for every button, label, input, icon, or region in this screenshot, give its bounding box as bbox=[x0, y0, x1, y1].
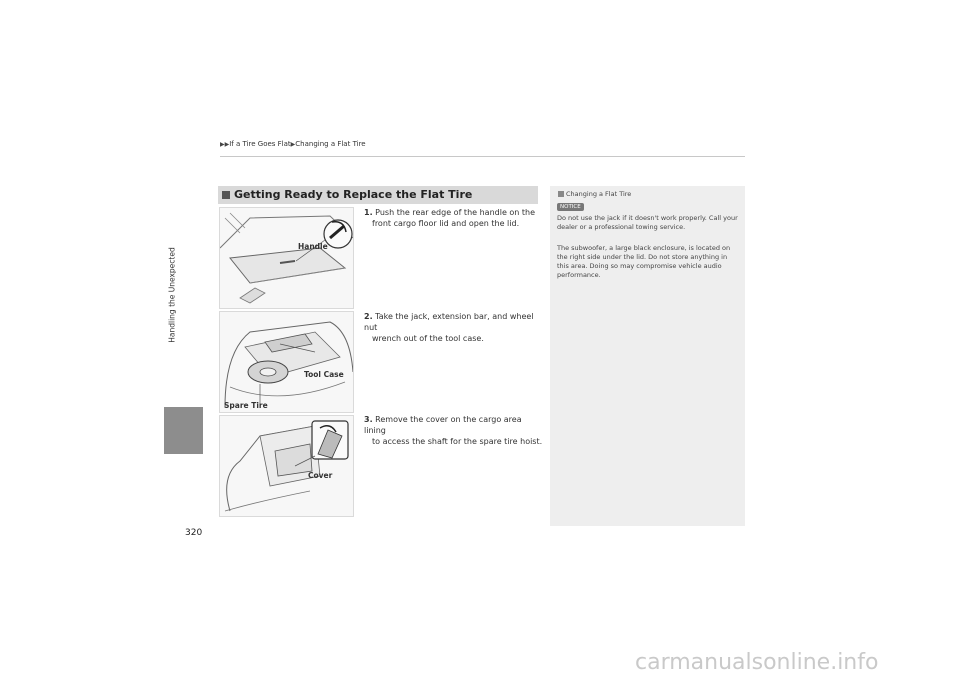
step-number: 1. bbox=[364, 208, 373, 217]
callout-handle: Handle bbox=[298, 242, 328, 251]
step-3 bbox=[364, 414, 544, 447]
breadcrumb bbox=[220, 140, 366, 148]
side-note-panel bbox=[550, 186, 745, 526]
callout-cover: Cover bbox=[308, 471, 333, 480]
figure-cargo-lid bbox=[219, 207, 354, 309]
note-title-text: Changing a Flat Tire bbox=[566, 190, 632, 198]
step-number: 3. bbox=[364, 415, 373, 424]
section-title-bar bbox=[218, 186, 538, 204]
section-title: Getting Ready to Replace the Flat Tire bbox=[234, 188, 473, 201]
callout-spare-tire: Spare Tire bbox=[224, 401, 268, 410]
note-paragraph-2: The subwoofer, a large black enclosure, is located on the right side under the lid. Do not store anything in this area. Doing so may compromise vehicle audio performance. bbox=[557, 244, 731, 279]
side-tab-marker bbox=[164, 407, 203, 454]
step-text-line2: front cargo floor lid and open the lid. bbox=[372, 219, 520, 228]
section-square-icon bbox=[222, 191, 230, 199]
side-tab-label: Handling the Unexpected bbox=[167, 247, 177, 343]
step-text-line1: Take the jack, extension bar, and wheel nut bbox=[364, 312, 534, 332]
tool-case-illustration bbox=[220, 312, 353, 412]
note-marker-icon bbox=[558, 191, 564, 197]
note-paragraph-1: Do not use the jack if it doesn't work properly. Call your dealer or a professional towing service. bbox=[557, 214, 738, 231]
callout-tool-case: Tool Case bbox=[304, 370, 344, 379]
figure-tool-case bbox=[219, 311, 354, 413]
step-text-line2: wrench out of the tool case. bbox=[372, 334, 484, 343]
notice-badge: NOTICE bbox=[557, 203, 584, 211]
note-title bbox=[558, 190, 631, 198]
step-text-line2: to access the shaft for the spare tire hoist. bbox=[372, 437, 543, 446]
watermark: carmanualsonline.info bbox=[635, 650, 879, 675]
breadcrumb-item-1[interactable]: If a Tire Goes Flat bbox=[229, 140, 291, 148]
page-number: 320 bbox=[185, 528, 203, 538]
step-text-line1: Push the rear edge of the handle on the bbox=[375, 208, 536, 217]
cargo-lid-illustration bbox=[220, 208, 353, 308]
side-tab bbox=[160, 190, 184, 400]
cover-illustration bbox=[220, 416, 353, 516]
figure-cover bbox=[219, 415, 354, 517]
header-divider bbox=[220, 156, 745, 157]
breadcrumb-item-2[interactable]: Changing a Flat Tire bbox=[295, 140, 366, 148]
step-1 bbox=[364, 207, 544, 229]
step-text-line1: Remove the cover on the cargo area lining bbox=[364, 415, 522, 435]
breadcrumb-arrow-icon: ▶▶ bbox=[220, 141, 230, 148]
step-2 bbox=[364, 311, 544, 344]
step-number: 2. bbox=[364, 312, 373, 321]
breadcrumb-arrow-icon: ▶ bbox=[290, 141, 296, 148]
